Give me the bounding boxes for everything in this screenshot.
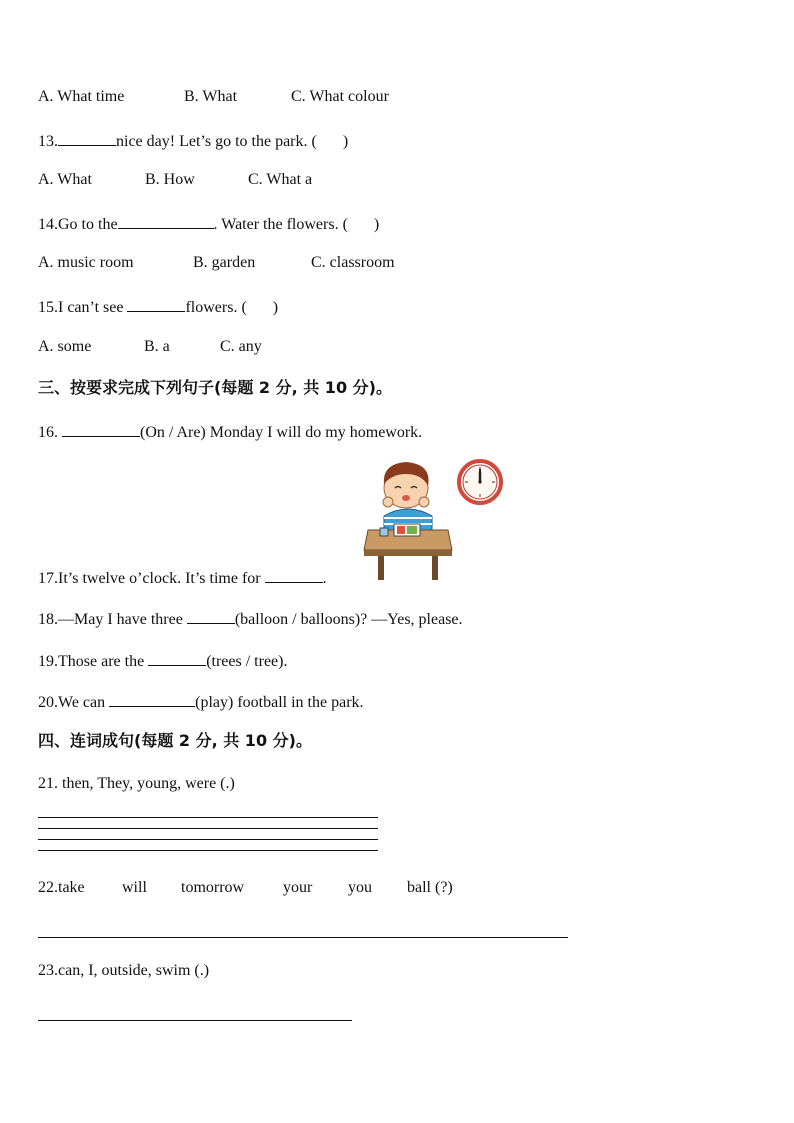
q16-text: (On / Are) Monday I will do my homework.	[140, 424, 423, 441]
q19-question	[38, 649, 287, 672]
q16-blank[interactable]	[62, 420, 140, 437]
q13-number: 13.	[38, 133, 58, 150]
q22-word: ball (?)	[407, 879, 453, 896]
q14-blank[interactable]	[118, 212, 214, 229]
section-3-heading: 三、按要求完成下列句子(每题 2 分, 共 10 分)。	[38, 378, 392, 397]
q18-text-end: (balloon / balloons)? —Yes, please.	[234, 611, 463, 628]
q20-text: 20.We can	[38, 694, 106, 711]
clock-icon	[457, 459, 503, 505]
q19-text: 19.Those are the	[38, 653, 145, 670]
q21-answer-line-3[interactable]	[38, 839, 378, 840]
q22-word: your	[283, 879, 313, 896]
q16-question	[38, 420, 422, 443]
q22-word: you	[348, 879, 372, 896]
q22-word: 22.take	[38, 879, 85, 896]
q15-option-b[interactable]: B. a	[144, 338, 170, 355]
q15-number: 15.I can’t see	[38, 299, 124, 316]
q22-answer-line[interactable]	[38, 937, 568, 938]
q14-question	[38, 212, 379, 235]
q13-paren-close: )	[342, 133, 349, 150]
q20-blank[interactable]	[109, 690, 195, 707]
q13-text: nice day! Let’s go to the park. (	[116, 133, 317, 150]
q14-option-b[interactable]: B. garden	[193, 254, 256, 271]
q20-question	[38, 690, 364, 713]
q22-question	[38, 878, 558, 898]
q13-option-a[interactable]: A. What	[38, 171, 92, 188]
q15-option-c[interactable]: C. any	[220, 338, 262, 355]
q17-period: .	[322, 570, 327, 587]
boy-eating-illustration	[362, 458, 454, 582]
q21-answer-line-2[interactable]	[38, 828, 378, 829]
q12-option-a[interactable]: A. What time	[38, 88, 125, 105]
q23-answer-line[interactable]	[38, 1020, 352, 1021]
q13-option-c[interactable]: C. What a	[248, 171, 313, 188]
q17-blank[interactable]	[265, 566, 323, 583]
q18-text: 18.—May I have three	[38, 611, 183, 628]
q22-word: tomorrow	[181, 879, 245, 896]
q21-answer-line-1[interactable]	[38, 817, 378, 818]
q14-number: 14.Go to the	[38, 216, 118, 233]
q12-option-b[interactable]: B. What	[184, 88, 238, 105]
q17-question	[38, 566, 327, 589]
q14-paren-close: )	[373, 216, 380, 233]
q13-question	[38, 129, 348, 152]
q15-option-a[interactable]: A. some	[38, 338, 92, 355]
q19-text-end: (trees / tree).	[206, 653, 288, 670]
q15-question	[38, 295, 278, 318]
q21-question: 21. then, They, young, were (.)	[38, 775, 235, 792]
q13-option-b[interactable]: B. How	[145, 171, 195, 188]
q14-text: . Water the flowers. (	[213, 216, 348, 233]
q15-text: flowers. (	[185, 299, 247, 316]
q15-blank[interactable]	[127, 295, 185, 312]
q18-blank[interactable]	[187, 607, 235, 624]
q23-question: 23.can, I, outside, swim (.)	[38, 962, 210, 979]
q13-blank[interactable]	[58, 129, 116, 146]
q16-number: 16.	[38, 424, 58, 441]
q12-option-c[interactable]: C. What colour	[291, 88, 389, 105]
q14-option-a[interactable]: A. music room	[38, 254, 134, 271]
q17-text: 17.It’s twelve o’clock. It’s time for	[38, 570, 261, 587]
q22-word: will	[122, 879, 147, 896]
section-4-heading: 四、连词成句(每题 2 分, 共 10 分)。	[38, 731, 312, 750]
q15-paren-close: )	[272, 299, 279, 316]
q14-option-c[interactable]: C. classroom	[311, 254, 395, 271]
q20-text-end: (play) football in the park.	[195, 694, 364, 711]
q19-blank[interactable]	[148, 649, 206, 666]
q18-question	[38, 607, 463, 630]
q21-answer-line-4[interactable]	[38, 850, 378, 851]
